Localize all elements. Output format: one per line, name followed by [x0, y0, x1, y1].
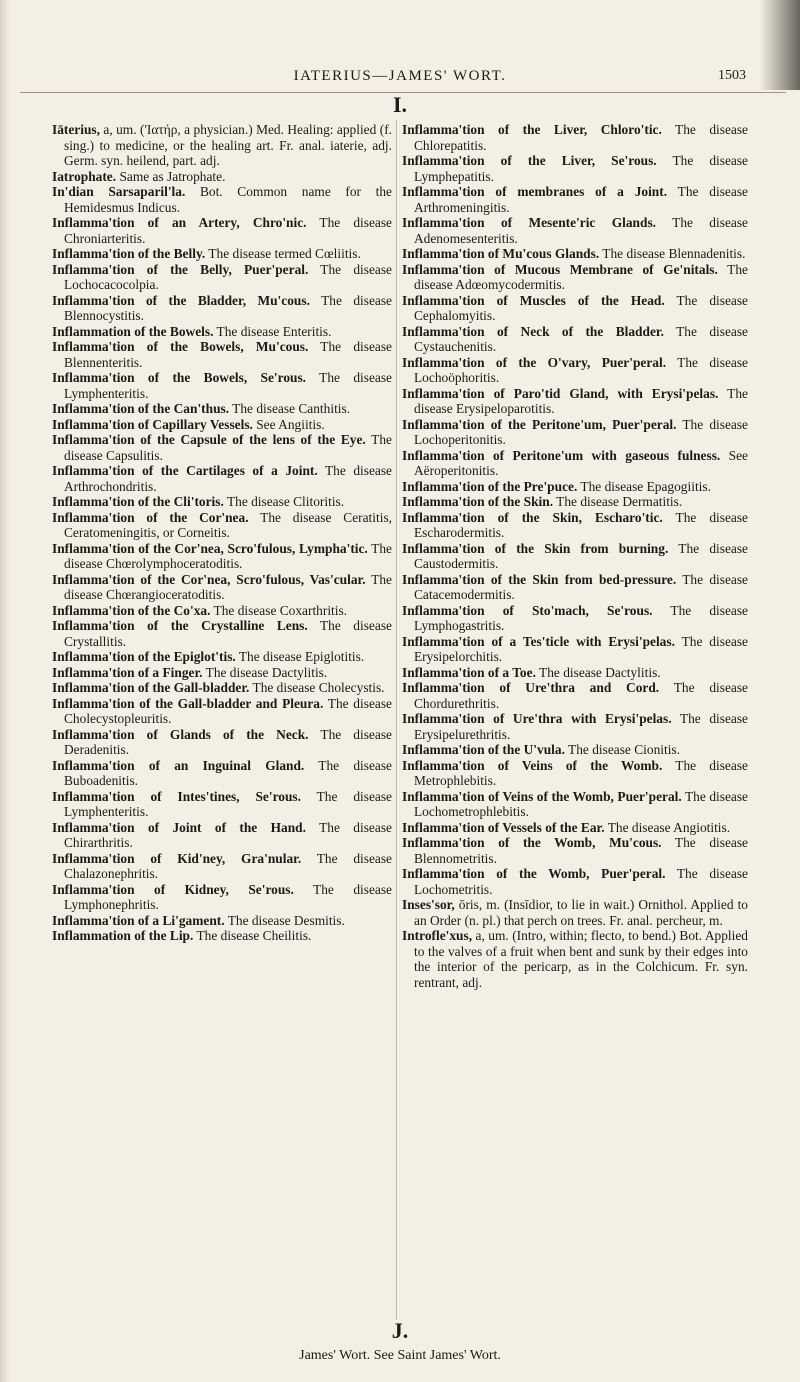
entry-definition: The disease Deradenitis. — [64, 726, 392, 757]
entry-definition: The disease Arthromeningitis. — [414, 184, 748, 215]
dictionary-entry — [402, 355, 748, 386]
dictionary-entry — [52, 665, 392, 681]
entry-headword: Inflamma'tion of the Epiglot'tis. — [52, 649, 236, 664]
entry-headword: Inflamma'tion of a Toe. — [402, 664, 536, 680]
entry-headword: Inflamma'tion of Ure'thra with Erysi'pelas. — [402, 711, 672, 726]
dictionary-entry — [52, 262, 392, 293]
entry-headword: Inflamma'tion of the Belly. — [52, 246, 206, 261]
entry-definition: The disease Cholecystopleuritis. — [64, 695, 392, 726]
right-column — [402, 122, 748, 990]
entry-definition: The disease Catacemodermitis. — [414, 571, 748, 602]
entry-headword: Inflamma'tion of a Tes'ticle with Erysi'pelas. — [402, 633, 675, 649]
dictionary-entry — [52, 789, 392, 820]
section-heading-i: I. — [392, 92, 408, 117]
entry-headword: Inflamma'tion of Mesente'ric Glands. — [402, 215, 657, 230]
dictionary-entry — [402, 153, 748, 184]
dictionary-entry — [402, 634, 748, 665]
entry-headword: Inflamma'tion of the Cor'nea, Scro'fulous, Lympha'tic. — [52, 540, 368, 556]
entry-definition: The disease Lochometritis. — [414, 866, 748, 897]
dictionary-entry — [52, 339, 392, 370]
entry-headword: Iāterius, — [52, 122, 100, 137]
dictionary-entry — [402, 541, 748, 572]
entry-definition: The disease Blennadenitis. — [599, 246, 746, 261]
entry-definition: The disease Adenomesenteritis. — [414, 215, 748, 246]
entry-headword: Inflamma'tion of the Skin. — [402, 494, 554, 509]
entry-headword: Inflammation of the Bowels. — [52, 323, 214, 339]
entry-headword: Iatrophate. — [52, 168, 117, 184]
entry-headword: Inflamma'tion of the Cartilages of a Joint. — [52, 463, 318, 478]
dictionary-entry — [52, 417, 392, 433]
entry-definition: The disease Chroniarteritis. — [64, 215, 392, 246]
running-title: IATERIUS—JAMES' WORT. — [293, 68, 507, 84]
dictionary-entry — [52, 928, 392, 944]
entry-definition: The disease Chalazonephritis. — [64, 850, 392, 881]
dictionary-entry — [402, 122, 748, 153]
entry-headword: Inflamma'tion of Capillary Vessels. — [52, 416, 253, 432]
entry-definition: The disease Lochocacocolpia. — [64, 261, 392, 292]
entry-definition: Same as Jatrophate. — [116, 168, 226, 184]
entry-definition: See Aëroperitonitis. — [414, 447, 748, 478]
entry-headword: Inflamma'tion of the Capsule of the lens of the Eye. — [52, 432, 366, 447]
entry-definition: The disease Cephalomyitis. — [414, 292, 748, 323]
entry-definition: The disease Lymphonephritis. — [64, 881, 392, 912]
entry-definition: The disease Chordurethritis. — [414, 680, 748, 711]
footer-entry: James' Wort. See Saint James' Wort. — [299, 1348, 501, 1363]
dictionary-entry — [52, 541, 392, 572]
entry-headword: Inflamma'tion of the O'vary, Puer'peral. — [402, 354, 667, 370]
dictionary-entry — [402, 293, 748, 324]
dictionary-entry — [402, 603, 748, 634]
entry-headword: Inflamma'tion of the Liver, Chloro'tic. — [402, 122, 662, 137]
dictionary-entry — [52, 246, 392, 262]
section-heading-j: J. — [391, 1318, 409, 1343]
dictionary-entry — [52, 293, 392, 324]
entry-definition: The disease Desmitis. — [224, 912, 345, 928]
entry-definition: ōris, m. (Insīdior, to lie in wait.) Ornithol. Applied to an Order (n. pl.) that perch on trees. Fr. anal. percheur, m. — [414, 897, 748, 928]
column-divider — [396, 120, 397, 1320]
entry-headword: Inflamma'tion of the Skin, Escharo'tic. — [402, 509, 663, 525]
entry-headword: Inflamma'tion of Mucous Membrane of Ge'nitals. — [402, 261, 718, 277]
dictionary-entry — [402, 928, 748, 990]
entry-headword: Inflamma'tion of Glands of the Neck. — [52, 726, 309, 742]
dictionary-entry — [402, 448, 748, 479]
entry-definition: The disease Enteritis. — [213, 323, 332, 339]
entry-headword: Inflamma'tion of an Inguinal Gland. — [52, 757, 305, 773]
entry-headword: Inflamma'tion of the Bowels, Mu'cous. — [52, 339, 309, 354]
dictionary-entry — [52, 463, 392, 494]
entry-definition: The disease Blennenteritis. — [64, 339, 392, 370]
entry-definition: The disease Adœomycodermitis. — [414, 261, 748, 292]
entry-headword: Inses'sor, — [402, 897, 455, 912]
entry-headword: Inflamma'tion of membranes of a Joint. — [402, 184, 668, 199]
entry-definition: The disease Capsulitis. — [64, 432, 392, 463]
entry-headword: Inflamma'tion of Kid'ney, Gra'nular. — [52, 850, 302, 866]
entry-headword: Inflamma'tion of Neck of the Bladder. — [402, 323, 664, 339]
entry-headword: Inflamma'tion of the Skin from burning. — [402, 540, 669, 556]
dictionary-entry — [402, 479, 748, 495]
dictionary-entry — [52, 696, 392, 727]
entry-headword: Inflamma'tion of the Can'thus. — [52, 401, 230, 416]
page-edge-shadow — [0, 0, 10, 1382]
entry-definition: a, um. ('Iατήρ, a physician.) Med. Healing: applied (f. sing.) to medicine, or the healing art. Fr. anal. iaterie, adj. Germ. syn. heilend, part. adj. — [64, 122, 392, 168]
entry-headword: Inflamma'tion of the Womb, Mu'cous. — [402, 835, 662, 850]
dictionary-entry — [52, 401, 392, 417]
entry-headword: Introfle'xus, — [402, 928, 473, 943]
dictionary-entry — [402, 680, 748, 711]
dictionary-entry — [402, 866, 748, 897]
entry-definition: The disease Lochoöphoritis. — [414, 354, 748, 385]
entry-definition: The disease Lymphenteritis. — [64, 370, 392, 401]
entry-definition: The disease Blennometritis. — [414, 835, 748, 866]
entry-definition: The disease Cystauchenitis. — [414, 323, 748, 354]
entry-definition: The disease Arthrochondritis. — [64, 463, 392, 494]
dictionary-entry — [52, 169, 392, 185]
dictionary-entry — [402, 324, 748, 355]
entry-headword: Inflamma'tion of Intes'tines, Se'rous. — [52, 788, 301, 804]
dictionary-entry — [52, 913, 392, 929]
entry-definition: The disease Epiglotitis. — [235, 649, 365, 664]
page-number: 1503 — [718, 68, 746, 83]
entry-headword: Inflamma'tion of an Artery, Chro'nic. — [52, 215, 307, 230]
entry-definition: The disease Lochoperitonitis. — [414, 416, 748, 447]
entry-headword: Inflamma'tion of Sto'mach, Se'rous. — [402, 602, 653, 618]
entry-headword: Inflamma'tion of the U'vula. — [402, 742, 565, 757]
dictionary-entry — [52, 727, 392, 758]
dictionary-entry — [402, 184, 748, 215]
dictionary-entry — [402, 215, 748, 246]
entry-headword: Inflamma'tion of Veins of the Womb, Puer'peral. — [402, 788, 682, 804]
entry-definition: The disease Ceratitis, Ceratomeningitis, or Corneitis. — [64, 509, 392, 540]
left-column — [52, 122, 392, 944]
entry-definition: The disease Cionitis. — [564, 742, 680, 757]
dictionary-entry — [52, 820, 392, 851]
entry-headword: Inflamma'tion of Muscles of the Head. — [402, 292, 665, 308]
entry-headword: Inflamma'tion of a Li'gament. — [52, 912, 225, 928]
dictionary-entry — [52, 324, 392, 340]
entry-definition: The disease Buboadenitis. — [64, 757, 392, 788]
entry-headword: Inflamma'tion of the Bowels, Se'rous. — [52, 370, 307, 385]
entry-definition: The disease Dermatitis. — [553, 494, 683, 509]
entry-definition: The disease Erysipeloparotitis. — [414, 385, 748, 416]
entry-headword: Inflammation of the Lip. — [52, 928, 194, 943]
dictionary-entry — [52, 649, 392, 665]
entry-headword: Inflamma'tion of the Skin from bed-pressure. — [402, 571, 677, 587]
entry-definition: The disease Coxarthritis. — [210, 602, 348, 618]
entry-headword: Inflamma'tion of Vessels of the Ear. — [402, 819, 605, 835]
dictionary-entry — [52, 882, 392, 913]
entry-definition: The disease Dactylitis. — [202, 664, 328, 680]
entry-definition: The disease Caustodermitis. — [414, 540, 748, 571]
dictionary-entry — [402, 742, 748, 758]
dictionary-entry — [52, 184, 392, 215]
entry-headword: Inflamma'tion of the Cli'toris. — [52, 494, 224, 509]
dictionary-entry — [52, 370, 392, 401]
entry-definition: The disease Chœrangioceratoditis. — [64, 571, 392, 602]
entry-headword: Inflamma'tion of Kidney, Se'rous. — [52, 881, 294, 897]
dictionary-entry — [52, 680, 392, 696]
entry-definition: The disease Erysipelorchitis. — [414, 633, 748, 664]
dictionary-entry — [52, 758, 392, 789]
entry-definition: The disease Lymphogastritis. — [414, 602, 748, 633]
dictionary-entry — [402, 510, 748, 541]
entry-headword: Inflamma'tion of the Belly, Puer'peral. — [52, 261, 309, 277]
dictionary-entry — [402, 572, 748, 603]
entry-headword: Inflamma'tion of the Liver, Se'rous. — [402, 153, 657, 168]
dictionary-entry — [402, 665, 748, 681]
entry-headword: Inflamma'tion of Joint of the Hand. — [52, 819, 306, 835]
entry-headword: Inflamma'tion of the Pre'puce. — [402, 478, 578, 494]
entry-headword: Inflamma'tion of the Womb, Puer'peral. — [402, 866, 666, 881]
entry-definition: The disease Epagogiitis. — [577, 478, 711, 494]
entry-definition: The disease Lochometrophlebitis. — [414, 788, 748, 819]
dictionary-entry — [402, 417, 748, 448]
dictionary-entry — [52, 510, 392, 541]
dictionary-entry — [52, 603, 392, 619]
dictionary-entry — [402, 246, 748, 262]
entry-definition: The disease Canthitis. — [229, 401, 351, 416]
entry-headword: Inflamma'tion of Ure'thra and Cord. — [402, 680, 660, 695]
entry-headword: Inflamma'tion of Peritone'um with gaseous fulness. — [402, 447, 721, 463]
entry-definition: The disease Lymphepatitis. — [414, 153, 748, 184]
entry-headword: In'dian Sarsaparil'la. — [52, 184, 186, 199]
entry-definition: The disease Chirarthritis. — [64, 819, 392, 850]
entry-definition: The disease Cheilitis. — [193, 928, 312, 943]
dictionary-entry — [52, 494, 392, 510]
entry-headword: Inflamma'tion of the Co'xa. — [52, 602, 211, 618]
entry-definition: The disease Metrophlebitis. — [414, 757, 748, 788]
entry-definition: The disease Chlorepatitis. — [414, 122, 748, 153]
dictionary-entry — [402, 262, 748, 293]
entry-definition: Bot. Common name for the Hemidesmus Indicus. — [64, 184, 392, 215]
dictionary-entry — [402, 386, 748, 417]
entry-definition: The disease termed Cœliitis. — [205, 246, 361, 261]
entry-definition: The disease Erysipelurethritis. — [414, 711, 748, 742]
entry-headword: Inflamma'tion of Paro'tid Gland, with Erysi'pelas. — [402, 385, 719, 401]
entry-definition: The disease Angiotitis. — [604, 819, 731, 835]
entry-headword: Inflamma'tion of the Gall-bladder and Pleura. — [52, 695, 324, 711]
dictionary-entry — [52, 851, 392, 882]
entry-definition: The disease Cholecystis. — [249, 680, 385, 695]
entry-definition: See Angiitis. — [252, 416, 325, 432]
entry-headword: Inflamma'tion of a Finger. — [52, 664, 203, 680]
dictionary-entry — [402, 711, 748, 742]
dictionary-entry — [52, 122, 392, 169]
entry-definition: The disease Blennocystitis. — [64, 292, 392, 323]
dictionary-entry — [52, 572, 392, 603]
dictionary-entry — [52, 215, 392, 246]
dictionary-entry — [402, 897, 748, 928]
entry-definition: The disease Lymphenteritis. — [64, 788, 392, 819]
entry-headword: Inflamma'tion of the Cor'nea. — [52, 509, 249, 525]
running-head — [0, 68, 800, 92]
entry-definition: The disease Crystallitis. — [64, 618, 392, 649]
entry-definition: a, um. (Intro, within; flecto, to bend.) Bot. Applied to the valves of a fruit when bent and sunk by their edges into the interior of the pericarp, as in the Colchicum. Fr. syn. rentrant, adj. — [414, 928, 748, 990]
dictionary-entry — [402, 758, 748, 789]
dictionary-entry — [402, 789, 748, 820]
dictionary-entry — [52, 432, 392, 463]
entry-definition: The disease Escharodermitis. — [414, 509, 748, 540]
entry-headword: Inflamma'tion of the Bladder, Mu'cous. — [52, 292, 310, 308]
entry-headword: Inflamma'tion of the Peritone'um, Puer'peral. — [402, 416, 677, 432]
entry-headword: Inflamma'tion of the Cor'nea, Scro'fulous, Vas'cular. — [52, 571, 366, 587]
entry-headword: Inflamma'tion of Veins of the Womb. — [402, 757, 663, 773]
entry-headword: Inflamma'tion of the Gall-bladder. — [52, 680, 250, 695]
dictionary-entry — [402, 835, 748, 866]
entry-definition: The disease Clitoritis. — [223, 494, 345, 509]
dictionary-entry — [402, 820, 748, 836]
dictionary-entry — [52, 618, 392, 649]
entry-headword: Inflamma'tion of Mu'cous Glands. — [402, 246, 600, 261]
entry-definition: The disease Dactylitis. — [535, 664, 661, 680]
entry-headword: Inflamma'tion of the Crystalline Lens. — [52, 618, 308, 633]
entry-definition: The disease Chœrolymphoceratoditis. — [64, 540, 392, 571]
dictionary-entry — [402, 494, 748, 510]
